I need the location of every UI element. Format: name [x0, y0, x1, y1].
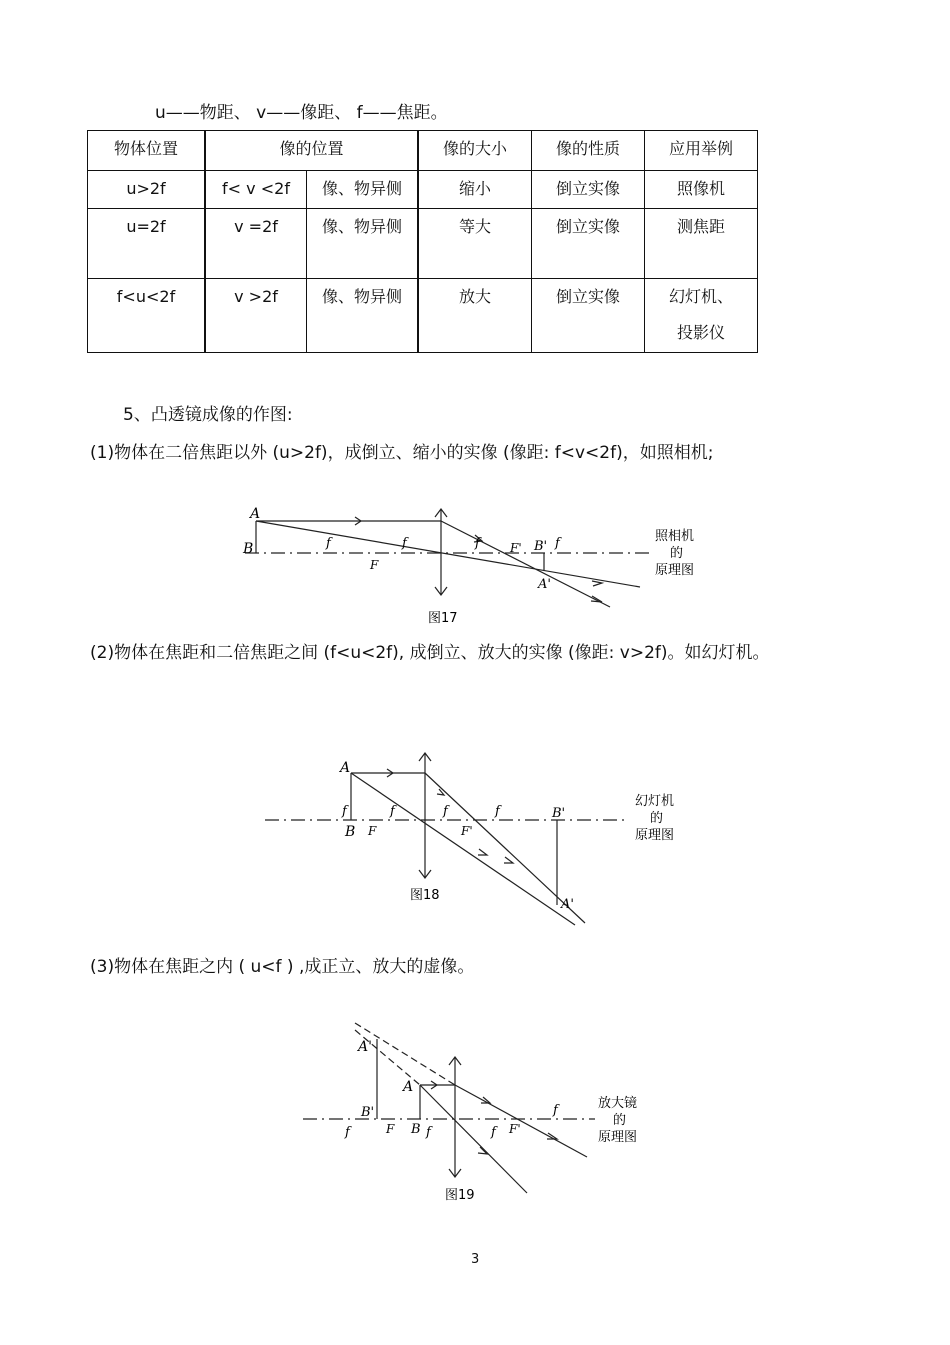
- case2-text: (2)物体在焦距和二倍焦距之间 (f<u<2f), 成倒立、放大的实像 (像距: v>2f)。如幻灯机。: [90, 643, 770, 663]
- case1-text: (1)物体在二倍焦距以外 (u>2f)，成倒立、缩小的实像 (像距: f<v<2f)，如照相机;: [90, 443, 714, 463]
- side-text-line: 幻灯机: [635, 794, 675, 809]
- ray-center: [351, 773, 575, 925]
- table-cell: 像、物异侧: [307, 171, 419, 209]
- table-cell: 放大: [418, 279, 532, 353]
- table-cell: 倒立实像: [532, 171, 645, 209]
- label-B: B: [411, 1122, 421, 1137]
- label-B: B: [345, 824, 356, 840]
- label-F: F: [368, 824, 377, 838]
- label-f: f: [495, 804, 500, 819]
- label-f: f: [402, 536, 407, 551]
- label-f: f: [491, 1125, 496, 1140]
- label-F: F: [386, 1122, 395, 1136]
- table-row: [88, 209, 758, 279]
- case3-text: (3)物体在焦距之内 ( u<f ) ,成正立、放大的虚像。: [90, 957, 475, 977]
- ray-center: [256, 521, 640, 587]
- label-f: f: [443, 804, 448, 819]
- side-text-line: 放大镜: [598, 1096, 638, 1111]
- figure-18-diagram: [255, 745, 705, 935]
- side-text-line: 的: [650, 811, 664, 826]
- table-cell: v =2f: [205, 209, 307, 279]
- label-f: f: [390, 804, 395, 819]
- table-header: 应用举例: [645, 131, 758, 171]
- label-B-prime: B': [552, 806, 566, 821]
- label-A: A: [403, 1079, 414, 1095]
- imaging-rules-table: [87, 130, 758, 353]
- ray-arrowhead: [591, 596, 602, 602]
- side-text-line: 的: [670, 546, 684, 561]
- ray-center: [420, 1085, 527, 1193]
- table-cell: 测焦距: [645, 209, 758, 279]
- label-F-prime: F': [510, 541, 522, 555]
- table-cell: u=2f: [88, 209, 206, 279]
- table-cell: 倒立实像: [532, 279, 645, 353]
- table-cell: [645, 279, 758, 353]
- figure-caption: 图18: [410, 888, 440, 903]
- side-text-line: 的: [613, 1113, 627, 1128]
- label-F-prime: F': [509, 1122, 521, 1136]
- label-A: A: [340, 760, 351, 776]
- ray-arrowhead: [478, 849, 487, 855]
- label-A-prime: A': [561, 897, 574, 912]
- label-f: f: [553, 1103, 558, 1118]
- table-cell: f<u<2f: [88, 279, 206, 353]
- table-header: 像的位置: [205, 131, 418, 171]
- side-text-line: 原理图: [598, 1130, 638, 1145]
- ray-refracted: [441, 521, 610, 607]
- ray-refracted: [455, 1085, 587, 1157]
- table-header-row: [88, 131, 758, 171]
- table-header: 物体位置: [88, 131, 206, 171]
- page-number: 3: [471, 1252, 480, 1267]
- label-A: A: [250, 506, 261, 522]
- label-f: f: [342, 804, 347, 819]
- label-A-prime: A': [538, 577, 551, 592]
- label-F: F: [370, 558, 379, 572]
- table-header: 像的大小: [418, 131, 532, 171]
- table-cell: 像、物异侧: [307, 209, 419, 279]
- label-f: f: [475, 536, 480, 551]
- label-f: f: [555, 536, 560, 551]
- label-F-prime: F': [461, 824, 473, 838]
- label-f: f: [326, 536, 331, 551]
- table-cell: 等大: [418, 209, 532, 279]
- table-cell: v >2f: [205, 279, 307, 353]
- label-B-prime: B': [361, 1105, 375, 1120]
- table-row: [88, 279, 758, 353]
- label-B-prime: B': [534, 539, 548, 554]
- figure-19-diagram: [295, 1015, 655, 1210]
- label-A-prime: A': [358, 1039, 372, 1055]
- table-cell: 照像机: [645, 171, 758, 209]
- table-cell: f< v <2f: [205, 171, 307, 209]
- table-cell-line: 幻灯机、: [668, 287, 733, 306]
- section-title: 5、凸透镜成像的作图:: [123, 405, 293, 425]
- label-f: f: [426, 1125, 431, 1140]
- table-cell-line: 投影仪: [676, 323, 725, 342]
- ray-arrowhead: [592, 581, 602, 586]
- table-cell: 像、物异侧: [307, 279, 419, 353]
- table-header: 像的性质: [532, 131, 645, 171]
- side-text-line: 原理图: [655, 563, 695, 578]
- ray-arrowhead: [504, 857, 513, 863]
- table-row: [88, 171, 758, 209]
- label-B: B: [243, 541, 254, 557]
- side-text-line: 照相机: [655, 529, 695, 544]
- variable-legend: u——物距、 v——像距、 f——焦距。: [155, 103, 448, 123]
- table-cell: 缩小: [418, 171, 532, 209]
- label-f: f: [345, 1125, 350, 1140]
- figure-caption: 图19: [445, 1188, 475, 1203]
- side-text-line: 原理图: [635, 828, 675, 843]
- table-cell: u>2f: [88, 171, 206, 209]
- figure-17-diagram: [230, 495, 710, 635]
- table-cell: 倒立实像: [532, 209, 645, 279]
- figure-caption: 图17: [428, 611, 458, 626]
